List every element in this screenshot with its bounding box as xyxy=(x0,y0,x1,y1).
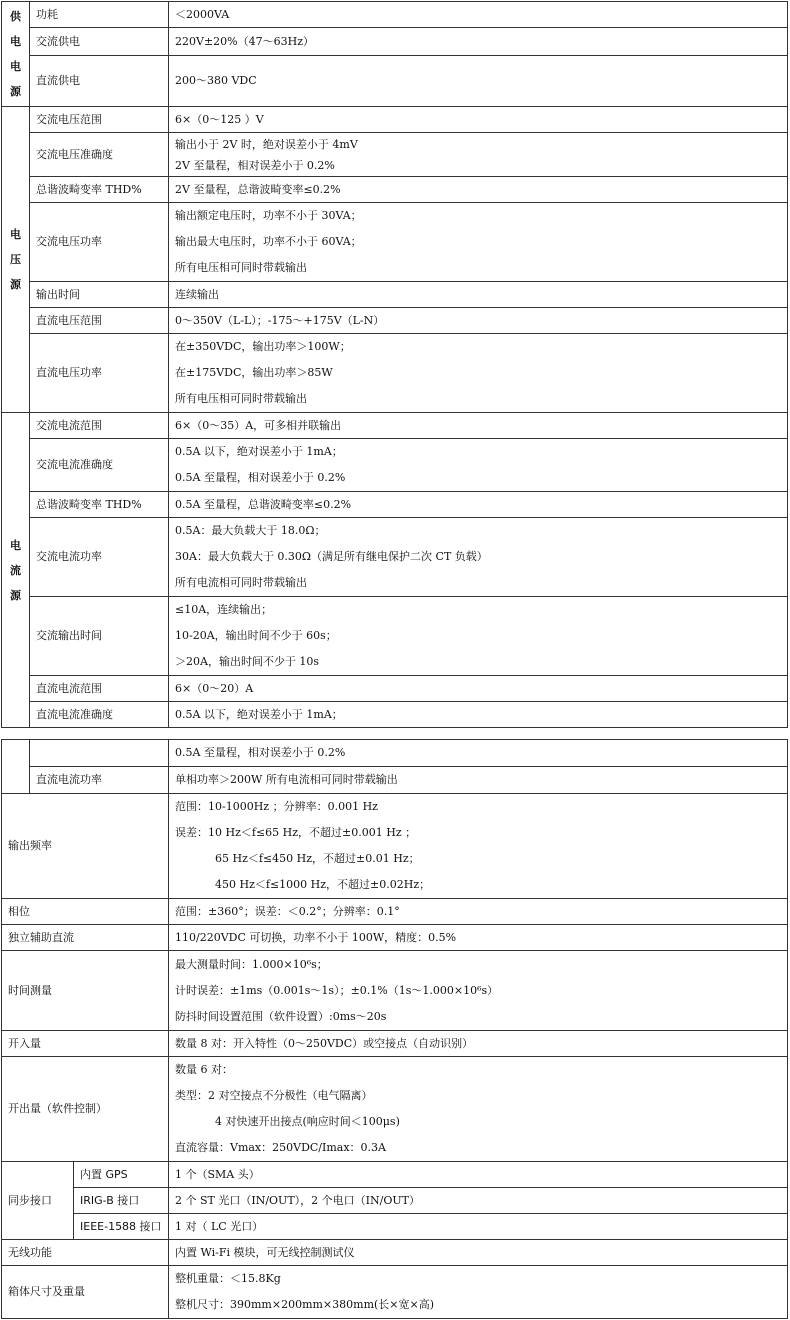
param-name: 交流供电 xyxy=(30,28,169,56)
param-name: 交流输出时间 xyxy=(30,597,169,676)
param-value: 6×（0～125 ）V xyxy=(169,107,788,133)
param-name: 相位 xyxy=(2,899,169,925)
param-name: 输出时间 xyxy=(30,282,169,308)
param-name: 交流电压功率 xyxy=(30,203,169,282)
param-name: 输出频率 xyxy=(2,794,169,899)
table-row xyxy=(2,767,788,794)
table-row xyxy=(2,1057,788,1162)
table-row xyxy=(2,1162,788,1188)
table-row xyxy=(2,492,788,518)
param-value: 范围：10-1000Hz ；分辨率：0.001 Hz 误差：10 Hz＜f≤65 Hz，不超过±0.001 Hz ； 65 Hz＜f≤450 Hz，不超过±0.01 Hz； 450 Hz＜f≤1000 Hz，不超过±0.02Hz； xyxy=(169,794,788,899)
param-value: 6×（0～20）A xyxy=(169,676,788,702)
param-value: 数量 6 对： 类型：2 对空接点不分极性（电气隔离） 4 对快速开出接点(响应时间＜100μs) 直流容量：Vmax：250VDC/Imax：0.3A xyxy=(169,1057,788,1162)
table-row xyxy=(2,740,788,767)
param-name: 交流电流范围 xyxy=(30,413,169,439)
group-label-current-source-cont xyxy=(2,740,30,794)
param-name: 交流电压范围 xyxy=(30,107,169,133)
spec-table-page-1 xyxy=(1,1,788,728)
param-value: 输出小于 2V 时，绝对误差小于 4mV 2V 至量程，相对误差小于 0.2% xyxy=(169,133,788,177)
param-name: 独立辅助直流 xyxy=(2,925,169,951)
table-row xyxy=(2,1031,788,1057)
table-row xyxy=(2,1188,788,1214)
table-row xyxy=(2,794,788,899)
table-row xyxy=(2,177,788,203)
table-row xyxy=(2,107,788,133)
group-label-voltage-source: 电 压 源 xyxy=(2,107,30,413)
param-value: 1 对（ LC 光口） xyxy=(169,1214,788,1240)
param-value: ＜2000VA xyxy=(169,2,788,28)
param-name: 总谐波畸变率 THD% xyxy=(30,492,169,518)
param-name: 无线功能 xyxy=(2,1240,169,1266)
table-row xyxy=(2,1266,788,1319)
param-value: 0.5A 以下，绝对误差小于 1mA； 0.5A 至量程，相对误差小于 0.2% xyxy=(169,439,788,492)
table-row xyxy=(2,334,788,413)
table-row xyxy=(2,308,788,334)
param-name: IEEE-1588 接口 xyxy=(74,1214,169,1240)
table-row xyxy=(2,2,788,28)
param-name: 开入量 xyxy=(2,1031,169,1057)
param-value: 1 个（SMA 头） xyxy=(169,1162,788,1188)
param-value: 6×（0～35）A，可多相并联输出 xyxy=(169,413,788,439)
param-value: 0.5A 以下，绝对误差小于 1mA； xyxy=(169,702,788,728)
table-row xyxy=(2,203,788,282)
param-name: 开出量（软件控制） xyxy=(2,1057,169,1162)
param-value: 数量 8 对：开入特性（0～250VDC）或空接点（自动识别） xyxy=(169,1031,788,1057)
param-value: 2V 至量程，总谐波畸变率≤0.2% xyxy=(169,177,788,203)
table-row xyxy=(2,1240,788,1266)
param-value: 0.5A 至量程，总谐波畸变率≤0.2% xyxy=(169,492,788,518)
param-name: 直流电压范围 xyxy=(30,308,169,334)
param-name: 交流电流准确度 xyxy=(30,439,169,492)
param-value: 单相功率＞200W 所有电流相可同时带载输出 xyxy=(169,767,788,794)
table-row xyxy=(2,899,788,925)
param-value: 220V±20%（47～63Hz） xyxy=(169,28,788,56)
table-row xyxy=(2,439,788,492)
group-label-current-source: 电 流 源 xyxy=(2,413,30,728)
table-row xyxy=(2,518,788,597)
param-name: 时间测量 xyxy=(2,951,169,1031)
param-value: 整机重量：＜15.8Kg 整机尺寸：390mm×200mm×380mm(长×宽×高) xyxy=(169,1266,788,1319)
param-value: 200～380 VDC xyxy=(169,56,788,107)
table-row xyxy=(2,413,788,439)
table-row xyxy=(2,1214,788,1240)
table-row xyxy=(2,28,788,56)
param-name: 功耗 xyxy=(30,2,169,28)
param-value: 连续输出 xyxy=(169,282,788,308)
param-value: 内置 Wi-Fi 模块，可无线控制测试仪 xyxy=(169,1240,788,1266)
table-row xyxy=(2,133,788,177)
param-value: 0～350V（L-L）；-175～+175V（L-N） xyxy=(169,308,788,334)
table-row xyxy=(2,925,788,951)
param-name: 箱体尺寸及重量 xyxy=(2,1266,169,1319)
param-name: 直流电流功率 xyxy=(30,767,169,794)
param-value: 输出额定电压时，功率不小于 30VA； 输出最大电压时，功率不小于 60VA； 所有电压相可同时带载输出 xyxy=(169,203,788,282)
param-value: 2 个 ST 光口（IN/OUT），2 个电口（IN/OUT） xyxy=(169,1188,788,1214)
param-name: 交流电流功率 xyxy=(30,518,169,597)
param-name: 总谐波畸变率 THD% xyxy=(30,177,169,203)
table-row xyxy=(2,282,788,308)
param-value: 0.5A 至量程，相对误差小于 0.2% xyxy=(169,740,788,767)
table-row xyxy=(2,951,788,1031)
param-name xyxy=(30,740,169,767)
param-value: 0.5A：最大负载大于 18.0Ω； 30A：最大负载大于 0.30Ω（满足所有继电保护二次 CT 负载） 所有电流相可同时带载输出 xyxy=(169,518,788,597)
table-row xyxy=(2,702,788,728)
param-value: 在±350VDC，输出功率＞100W； 在±175VDC，输出功率＞85W 所有电压相可同时带载输出 xyxy=(169,334,788,413)
param-name: 交流电压准确度 xyxy=(30,133,169,177)
param-value: ≤10A，连续输出； 10-20A，输出时间不少于 60s； ＞20A，输出时间不少于 10s xyxy=(169,597,788,676)
param-value: 范围：±360°；误差：＜0.2°；分辨率：0.1° xyxy=(169,899,788,925)
param-name: 直流电流范围 xyxy=(30,676,169,702)
table-row xyxy=(2,676,788,702)
table-row xyxy=(2,597,788,676)
spec-table-page-2 xyxy=(1,739,788,1319)
group-label-power-supply: 供 电 电 源 xyxy=(2,2,30,107)
param-name: 内置 GPS xyxy=(74,1162,169,1188)
param-name: 直流供电 xyxy=(30,56,169,107)
param-name: IRIG-B 接口 xyxy=(74,1188,169,1214)
table-row xyxy=(2,56,788,107)
param-value: 最大测量时间：1.000×10⁶s； 计时误差：±1ms（0.001s～1s）；±0.1%（1s～1.000×10⁶s） 防抖时间设置范围（软件设置）:0ms～20s xyxy=(169,951,788,1031)
param-name: 直流电流准确度 xyxy=(30,702,169,728)
param-name: 直流电压功率 xyxy=(30,334,169,413)
param-value: 110/220VDC 可切换，功率不小于 100W，精度：0.5% xyxy=(169,925,788,951)
group-label-sync-interface: 同步接口 xyxy=(2,1162,74,1240)
